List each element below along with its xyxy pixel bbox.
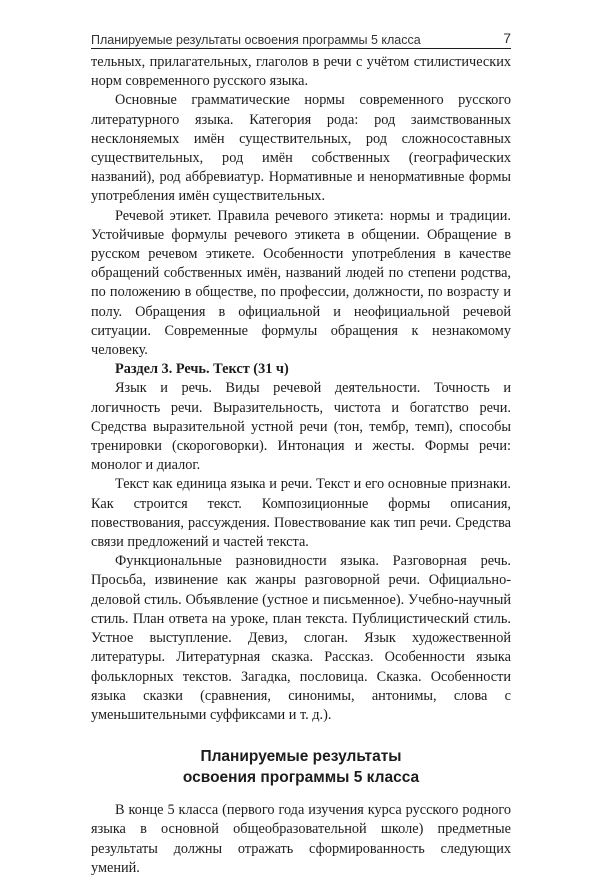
section-heading: Раздел 3. Речь. Текст (31 ч) (115, 361, 289, 378)
page-number: 7 (503, 30, 511, 46)
results-title-line: освоения программы 5 класса (182, 769, 420, 787)
page-body (91, 53, 511, 878)
paragraph: Текст как единица языка и речи. Текст и его основные признаки. Как строится текст. Композиционные формы описания, повествования, рассуждения. Повествование как тип речи. Средства связи предложений и частей текста. (91, 476, 511, 551)
paragraph: Речевой этикет. Правила речевого этикета: нормы и традиции. Устойчивые формулы речевого этикета в общении. Обращение в русском речевом этикете. Особенности употребления в качестве обращений собственных имён, названий людей по степени родства, по положению в обществе, по профессии, должности, по возрасту и полу. Обращения в официальной и неофициальной речевой ситуации. Современные формулы обращения к незнакомому человеку. (91, 207, 511, 359)
results-title-line: Планируемые результаты (200, 748, 402, 766)
paragraph: Основные грамматические нормы современного русского литературного языка. Категория рода: род заимствованных несклоняемых имён существительных, род сложносоставных существительных, род имён собственных (географических названий), род аббревиатур. Нормативные и ненормативные формы употребления имён существительных. (91, 92, 511, 205)
results-title (91, 746, 511, 788)
paragraph: Функциональные разновидности языка. Разговорная речь. Просьба, извинение как жанры разговорной речи. Официально-деловой стиль. Объявление (устное и письменное). Учебно-научный стиль. План ответа на уроке, план текста. Публицистический стиль. Устное выступление. Девиз, слоган. Язык художественной литературы. Литературная сказка. Рассказ. Особенности языка фольклорных текстов. Загадка, пословица. Сказка. Особенности языка сказки (сравнения, синонимы, антонимы, слова с уменьшительными суффиксами и т. д.). (91, 553, 511, 723)
running-title: Планируемые результаты освоения программы 5 класса (91, 33, 421, 47)
paragraph: Язык и речь. Виды речевой деятельности. Точность и логичность речи. Выразительность, чистота и богатство речи. Средства выразительной устной речи (тон, тембр, темп), способы тренировки (скороговорки). Интонация и жесты. Формы речи: монолог и диалог. (91, 380, 511, 474)
running-header (91, 24, 511, 49)
paragraph: В конце 5 класса (первого года изучения курса русского родного языка в основной общеобразовательной школе) предметные результаты должны отражать сформированность следующих умений. (91, 802, 511, 876)
paragraph: тельных, прилагательных, глаголов в речи с учётом стилистических норм современного русского языка. (91, 54, 511, 90)
